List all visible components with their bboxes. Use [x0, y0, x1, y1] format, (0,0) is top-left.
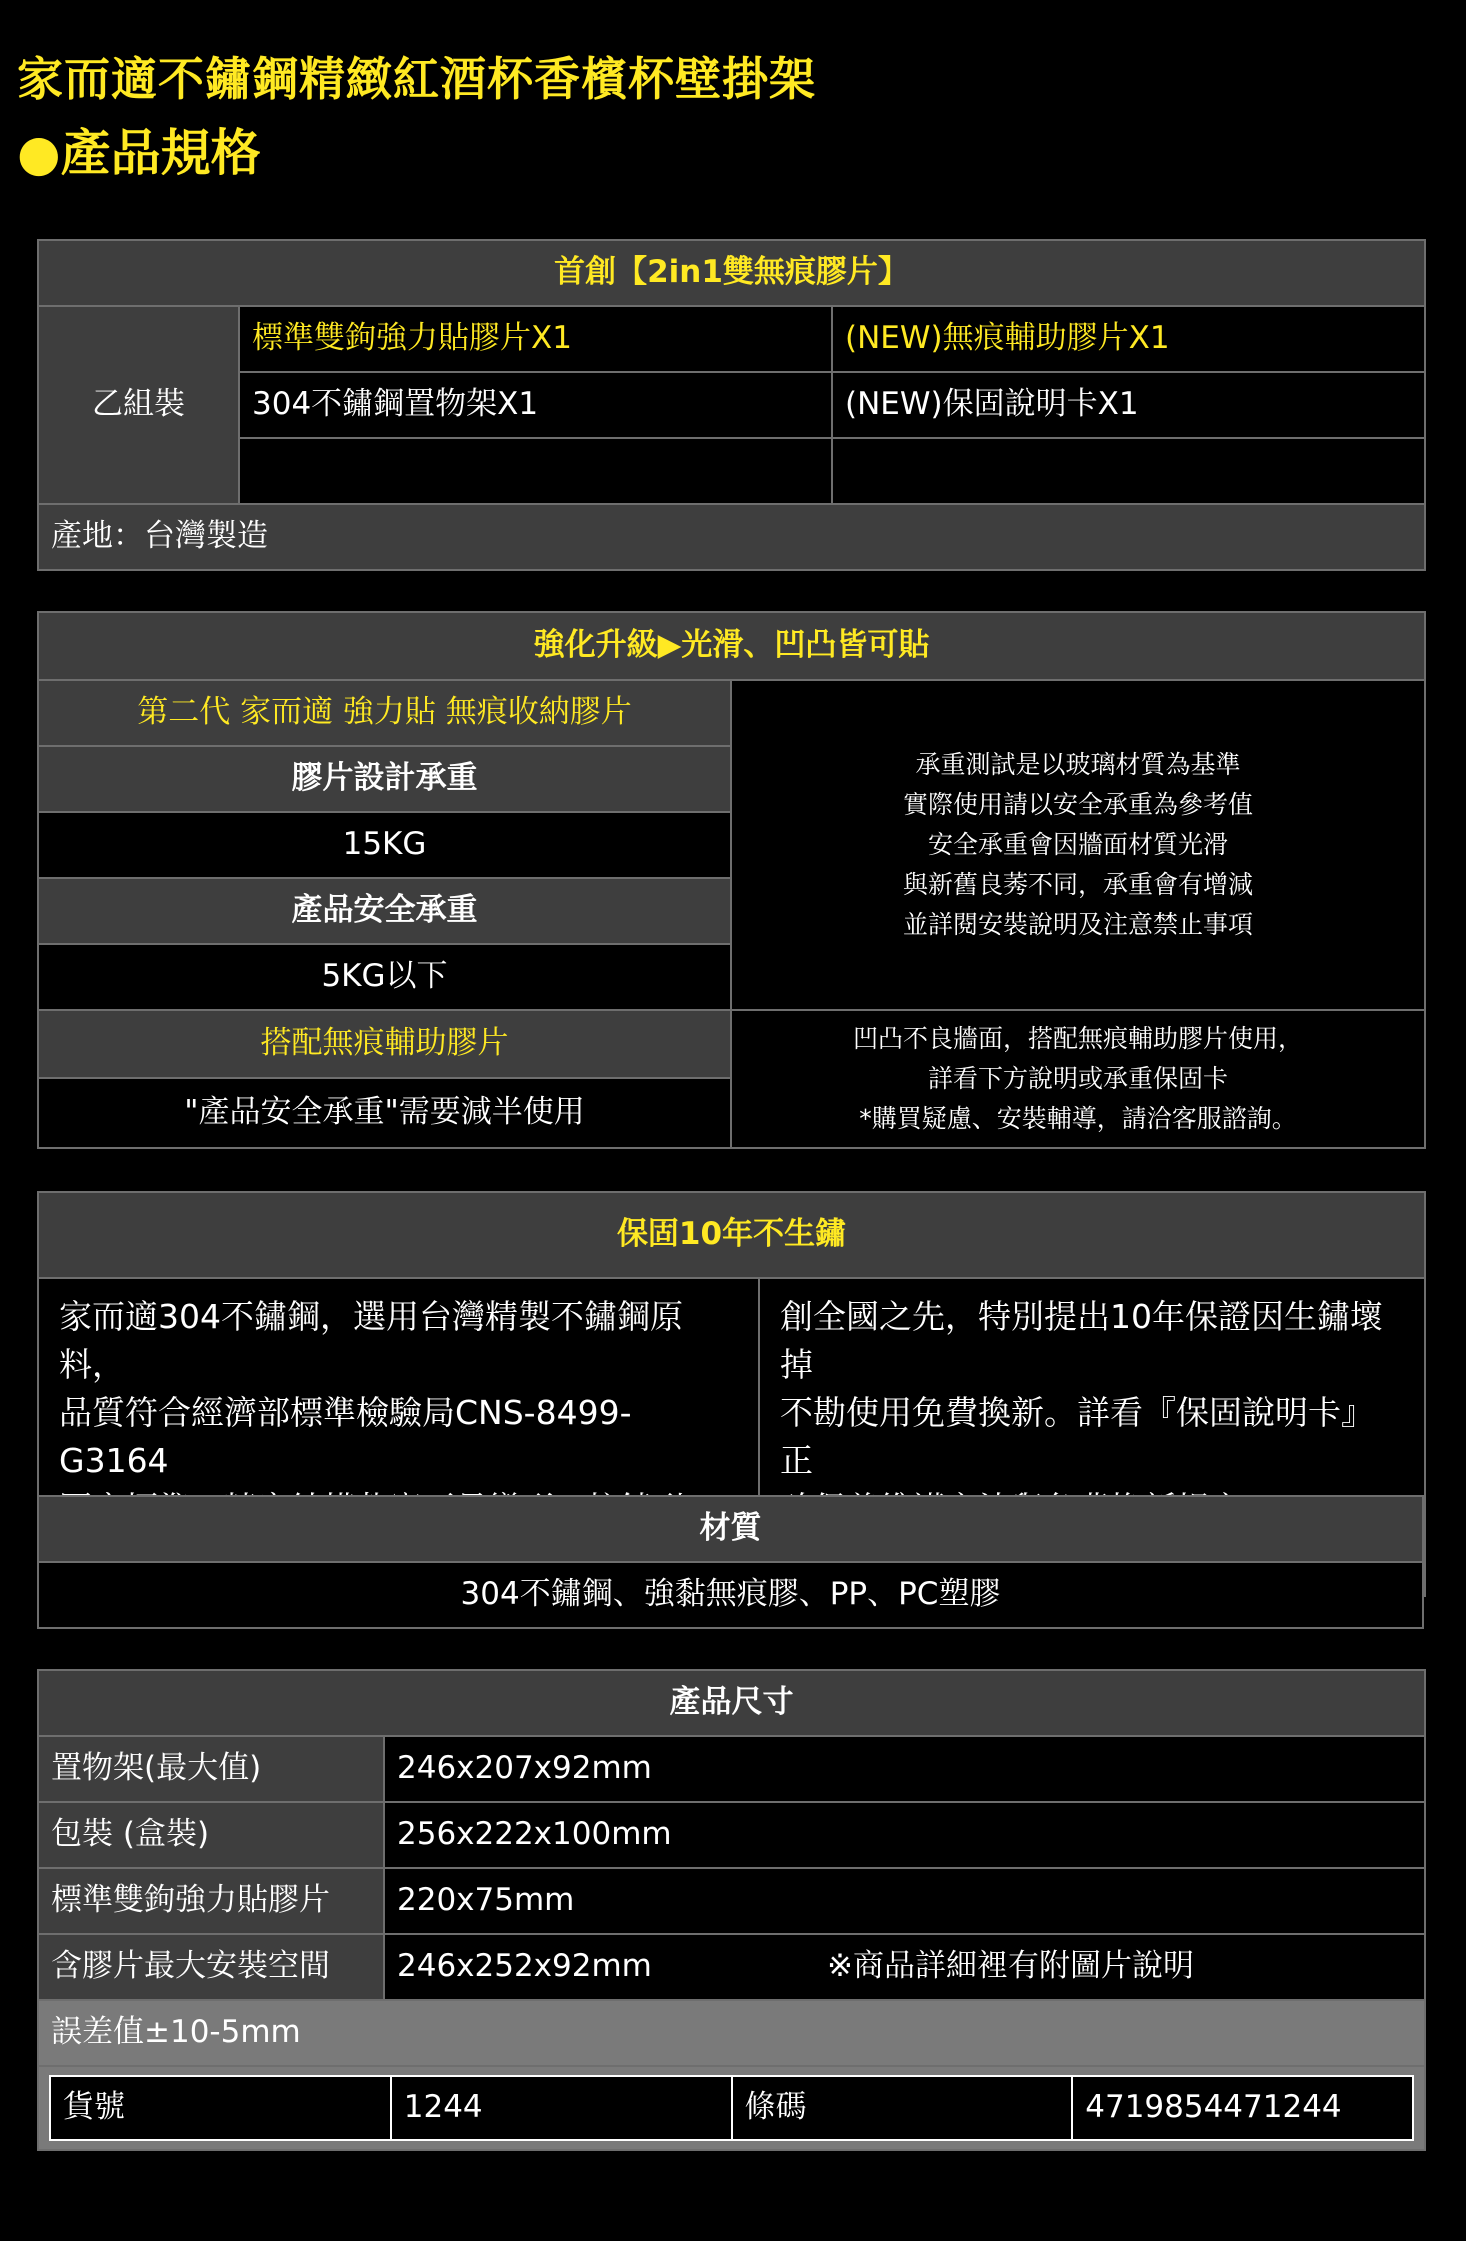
load-note — [731, 680, 1425, 1010]
warranty-line: 不勘使用免費換新。詳看『保固說明卡』正 — [780, 1393, 1374, 1480]
item-no-value: 1244 — [391, 2076, 732, 2140]
aux-note-line: 凹凸不良牆面，搭配無痕輔助膠片使用， — [852, 1024, 1303, 1053]
warranty-header: 保固10年不生鏽 — [38, 1192, 1425, 1278]
size-header: 產品尺寸 — [38, 1670, 1425, 1736]
package-item: (NEW)無痕輔助膠片X1 — [832, 306, 1425, 372]
warranty-line: 家而適304不鏽鋼，選用台灣精製不鏽鋼原料， — [59, 1297, 683, 1384]
safe-load-value: 5KG以下 — [38, 944, 731, 1010]
aux-note-line: 詳看下方說明或承重保固卡 — [927, 1064, 1228, 1093]
material-table — [37, 1495, 1424, 1629]
upgrade-header: 強化升級▶光滑、凹凸皆可貼 — [38, 612, 1425, 680]
code-table — [49, 2075, 1414, 2141]
empty-cell — [832, 438, 1425, 504]
material-value: 304不鏽鋼、強黏無痕膠、PP、PC塑膠 — [38, 1562, 1423, 1628]
code-row — [38, 2066, 1425, 2150]
size-value: 246x252x92mm — [397, 1948, 652, 1985]
note-line: 與新舊良莠不同，承重會有增減 — [902, 870, 1253, 899]
package-header: 首創【2in1雙無痕膠片】 — [38, 240, 1425, 306]
section-subtitle: ●產品規格 — [17, 124, 261, 182]
upgrade-table — [37, 611, 1426, 1149]
design-load-label: 膠片設計承重 — [38, 746, 731, 812]
size-value: 256x222x100mm — [384, 1802, 1425, 1868]
size-label: 標準雙鉤強力貼膠片 — [38, 1868, 384, 1934]
package-item: 標準雙鉤強力貼膠片X1 — [239, 306, 832, 372]
empty-cell — [239, 438, 832, 504]
barcode-label: 條碼 — [732, 2076, 1073, 2140]
design-load-value: 15KG — [38, 812, 731, 878]
size-value: 220x75mm — [384, 1868, 1425, 1934]
warranty-line: 品質符合經濟部標準檢驗局CNS-8499-G3164 — [59, 1393, 632, 1480]
note-line: 承重測試是以玻璃材質為基準 — [915, 750, 1241, 779]
group-label: 乙組裝 — [38, 306, 239, 504]
item-no-label: 貨號 — [50, 2076, 391, 2140]
size-note: ※商品詳細裡有附圖片說明 — [827, 1948, 1194, 1985]
aux-note-line: *購買疑慮、安裝輔導，請洽客服諮詢。 — [859, 1104, 1297, 1133]
size-value: 246x207x92mm — [384, 1736, 1425, 1802]
package-item: 304不鏽鋼置物架X1 — [239, 372, 832, 438]
origin-row: 產地：台灣製造 — [38, 504, 1425, 570]
size-table — [37, 1669, 1426, 2151]
aux-value: "產品安全承重"需要減半使用 — [38, 1078, 731, 1148]
safe-load-label: 產品安全承重 — [38, 878, 731, 944]
note-line: 實際使用請以安全承重為參考值 — [902, 790, 1253, 819]
material-header: 材質 — [38, 1496, 1423, 1562]
barcode-value: 4719854471244 — [1072, 2076, 1413, 2140]
warranty-line: 創全國之先，特別提出10年保證因生鏽壞掉 — [780, 1297, 1383, 1384]
note-line: 安全承重會因牆面材質光滑 — [927, 830, 1228, 859]
generation-label: 第二代 家而適 強力貼 無痕收納膠片 — [38, 680, 731, 746]
aux-note — [731, 1010, 1425, 1148]
product-title: 家而適不鏽鋼精緻紅酒杯香檳杯壁掛架 — [17, 52, 816, 106]
package-table — [37, 239, 1426, 571]
note-line: 並詳閱安裝說明及注意禁止事項 — [902, 910, 1253, 939]
size-value-cell — [384, 1934, 1425, 2000]
size-label: 置物架(最大值) — [38, 1736, 384, 1802]
package-item: (NEW)保固說明卡X1 — [832, 372, 1425, 438]
size-label: 包裝 (盒裝) — [38, 1802, 384, 1868]
aux-label: 搭配無痕輔助膠片 — [38, 1010, 731, 1078]
size-label: 含膠片最大安裝空間 — [38, 1934, 384, 2000]
tolerance-row: 誤差值±10-5mm — [38, 2000, 1425, 2066]
